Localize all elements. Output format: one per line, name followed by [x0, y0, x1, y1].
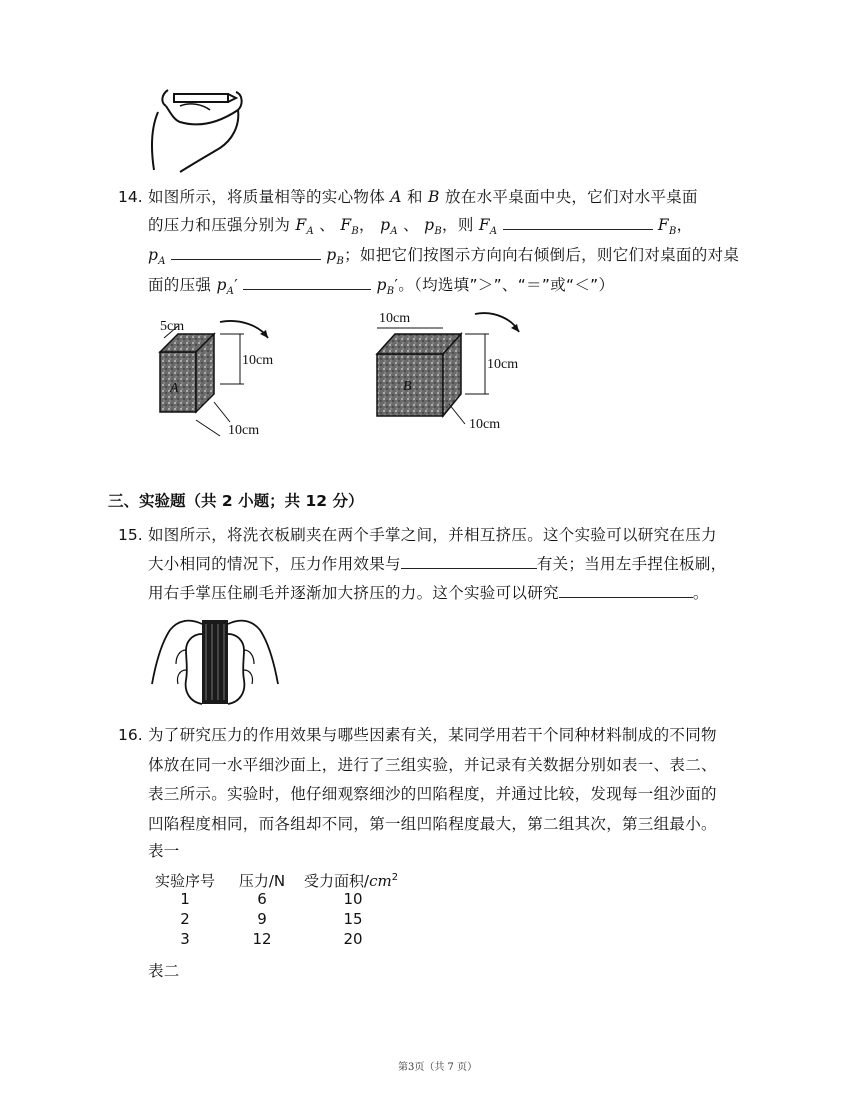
q16-line-2: 体放在同一水平细沙面上，进行了三组实验，并记录有关数据分别如表一、表二、 — [148, 756, 717, 774]
q14-line-2: 的压力和压强分别为 $F_A$ 、 $F_B$， $p_A$ 、 $p_B$，则 $F_A$ $F_B$， — [148, 216, 693, 238]
question-number: 15. — [118, 526, 143, 544]
block-b-label: B — [403, 379, 412, 394]
block-a-label: A — [170, 381, 179, 396]
q15-line-1: 如图所示，将洗衣板刷夹在两个手掌之间，并相互挤压。这个实验可以研究在压力 — [148, 526, 717, 544]
q16-line-4: 凹陷程度相同，而各组却不同，第一组凹陷程度最大，第二组其次，第三组最小。 — [148, 815, 717, 833]
dimension-label: 10cm — [379, 311, 411, 326]
block-b-figure — [365, 308, 535, 438]
dimension-label: 10cm — [242, 353, 274, 368]
table-row: 3 12 20 — [180, 930, 363, 948]
q16-line-1: 为了研究压力的作用效果与哪些因素有关，某同学用若干个同种材料制成的不同物 — [148, 726, 717, 744]
table-header-row — [150, 870, 430, 890]
section-heading: 三、实验题（共 2 小题；共 12 分） — [108, 492, 364, 510]
q15-line-3: 用右手掌压住刷毛并逐渐加大挤压的力。这个实验可以研究 。 — [148, 584, 709, 602]
question-number: 14. — [118, 188, 143, 206]
answer-blank[interactable] — [171, 245, 321, 260]
table-row: 2 9 15 — [180, 910, 363, 928]
dimension-label: 10cm — [487, 357, 519, 372]
q14-line-4: 面的压强 $p_A'$ $p_B'$。（均选填”＞”、“＝”或“＜”） — [148, 276, 615, 298]
table1-title: 表一 — [148, 842, 180, 860]
hands-brush-figure — [146, 614, 296, 712]
dimension-label: 10cm — [469, 417, 501, 432]
table-header: 实验序号 — [154, 872, 215, 890]
q14-line-1: 如图所示，将质量相等的实心物体 A 和 B 放在水平桌面中央，它们对水平桌面 — [148, 188, 698, 206]
table-header: 受力面积$/cm^2$ — [304, 872, 399, 890]
question-number: 16. — [118, 726, 143, 744]
table-1 — [150, 870, 430, 950]
hand-pencil-figure — [140, 82, 260, 177]
table-header: 压力/N — [238, 872, 286, 890]
answer-blank[interactable] — [559, 583, 693, 598]
q16-line-3: 表三所示。实验时，他仔细观察细沙的凹陷程度，并通过比较，发现每一组沙面的 — [148, 785, 717, 803]
answer-blank[interactable] — [243, 275, 371, 290]
answer-blank[interactable] — [401, 554, 537, 569]
table-row: 1 6 10 — [180, 890, 363, 908]
table2-title: 表二 — [148, 962, 180, 980]
page-footer: 第3页（共 7 页） — [398, 1062, 478, 1073]
block-a-figure — [150, 312, 290, 442]
q14-line-3: $p_A$ $p_B$；如把它们按图示方向向右倾倒后，则它们对桌面的对桌 — [148, 246, 740, 268]
dimension-label: 10cm — [228, 423, 260, 438]
answer-blank[interactable] — [503, 215, 653, 230]
q15-line-2: 大小相同的情况下，压力作用效果与 有关；当用左手捏住板刷， — [148, 555, 727, 573]
dimension-label: 5cm — [160, 319, 185, 334]
